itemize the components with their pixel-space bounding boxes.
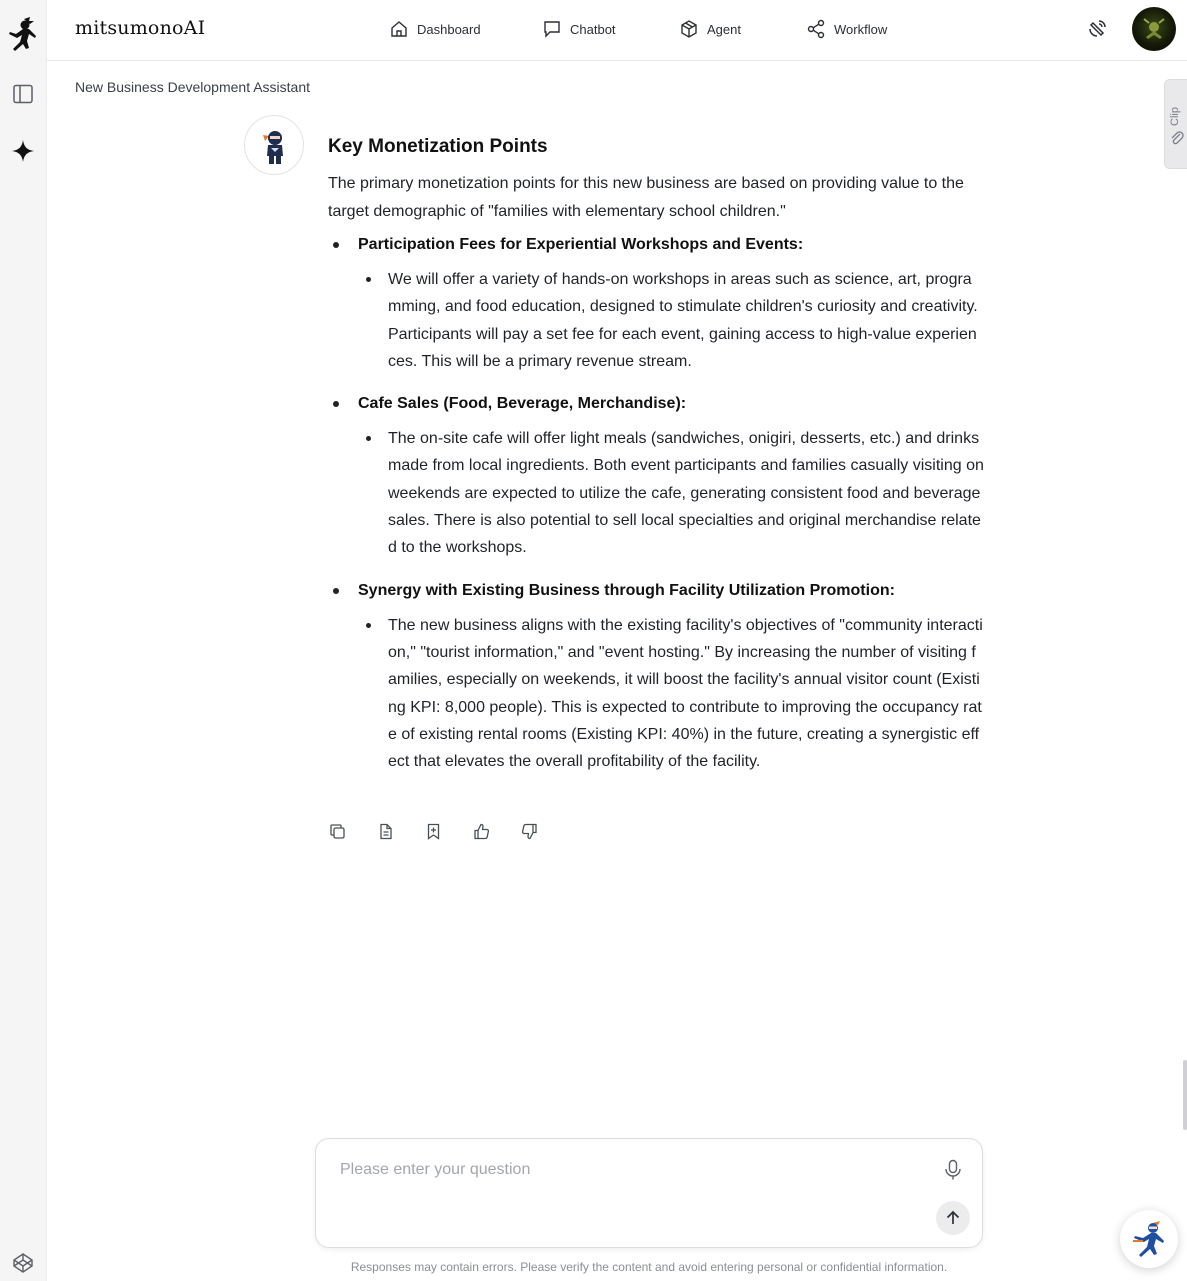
ninja-assistant-button[interactable] (1120, 1210, 1178, 1268)
send-button[interactable] (936, 1201, 970, 1235)
sparkle-icon[interactable] (11, 139, 35, 163)
clip-tab[interactable]: Clip (1164, 79, 1187, 169)
bullet (333, 242, 339, 248)
question-input-box (315, 1138, 983, 1248)
nav-chatbot[interactable] (542, 18, 616, 40)
sub-list-item (358, 612, 988, 776)
toggle-sidebar-icon[interactable] (11, 82, 35, 106)
home-icon (389, 19, 409, 39)
list-item (328, 232, 988, 375)
bullet (366, 436, 371, 441)
top-header (47, 0, 1187, 61)
arrow-up-icon (944, 1209, 962, 1227)
list-item (328, 391, 988, 561)
breadcrumb: New Business Development Assistant (75, 79, 310, 95)
bullet (366, 277, 371, 282)
section-body: We will offer a variety of hands-on workshops in areas such as science, art, programming, and food education, designed to stimulate children's curiosity and creativity. Participants will pay a set fee for each event, gaining access to high-value experiences. This will be a primary revenue stream. (388, 271, 978, 370)
disclaimer-text: Responses may contain errors. Please verify the content and avoid entering personal or confidential information. (350, 1260, 948, 1274)
paperclip-icon (1170, 130, 1184, 146)
section-body: The new business aligns with the existing facility's objectives of "community interaction," "tourist information," and "event hosting." By increasing the number of visiting families, especially on weekends, it will boost the facility's annual visitor count (Existing KPI: 8,000 people). This is expected to contribute to improving the occupancy rate of existing rental rooms (Existing KPI: 40%) in the future, creating a synergistic effect that elevates the overall profitability of the facility. (388, 616, 983, 771)
document-icon[interactable] (376, 822, 394, 840)
section-heading: Participation Fees for Experiential Workshops and Events: (358, 236, 804, 253)
message-title: Key Monetization Points (328, 136, 548, 157)
user-avatar[interactable] (1132, 7, 1176, 51)
thumbs-up-icon[interactable] (472, 822, 490, 840)
bookmark-add-icon[interactable] (424, 822, 442, 840)
brand-name[interactable]: mitsumonoAI (75, 17, 206, 39)
message-intro: The primary monetization points for this new business are based on providing value to the target demographic of "families with elementary school children." (328, 175, 964, 220)
nav-workflow-label: Workflow (834, 21, 888, 37)
bullet (333, 588, 339, 594)
nav-workflow[interactable] (806, 18, 887, 40)
section-body: The on-site cafe will offer light meals (sandwiches, onigiri, desserts, etc.) and drinks made from local ingredients. Both event participants and families casually visiting on weekends are expected to utilize the cafe, generating consistent food and beverage sales. There is also potential to sell local specialties and original merchandise related to the workshops. (388, 430, 984, 557)
ninja-mascot-icon (1129, 1219, 1169, 1259)
thumbs-down-icon[interactable] (520, 822, 538, 840)
sub-list-item (358, 266, 988, 375)
message-actions (328, 822, 538, 840)
nav-dashboard-label: Dashboard (417, 21, 481, 37)
bot-avatar (244, 115, 304, 175)
cube-icon (679, 19, 699, 39)
monetization-list (328, 232, 988, 775)
section-heading: Cafe Sales (Food, Beverage, Merchandise): (358, 395, 687, 413)
sub-list-item (358, 425, 988, 561)
nav-dashboard[interactable] (389, 18, 481, 40)
nav-agent-label: Agent (707, 21, 741, 37)
satellite-icon[interactable] (1085, 17, 1109, 41)
bullet (366, 623, 371, 628)
assistant-message (328, 134, 988, 775)
scrollbar[interactable] (1183, 1060, 1187, 1130)
question-input[interactable] (340, 1161, 920, 1221)
bullet (333, 401, 339, 407)
list-item (328, 578, 988, 776)
nav-chatbot-label: Chatbot (570, 21, 616, 37)
ninja-logo-icon[interactable] (6, 16, 40, 52)
nav-agent[interactable] (679, 18, 741, 40)
section-heading: Synergy with Existing Business through Facility Utilization Promotion: (358, 581, 895, 599)
chat-bubble-icon (542, 19, 562, 39)
left-rail (0, 0, 47, 1281)
share-nodes-icon (806, 19, 826, 39)
copy-icon[interactable] (328, 822, 346, 840)
microphone-icon[interactable] (943, 1159, 963, 1181)
